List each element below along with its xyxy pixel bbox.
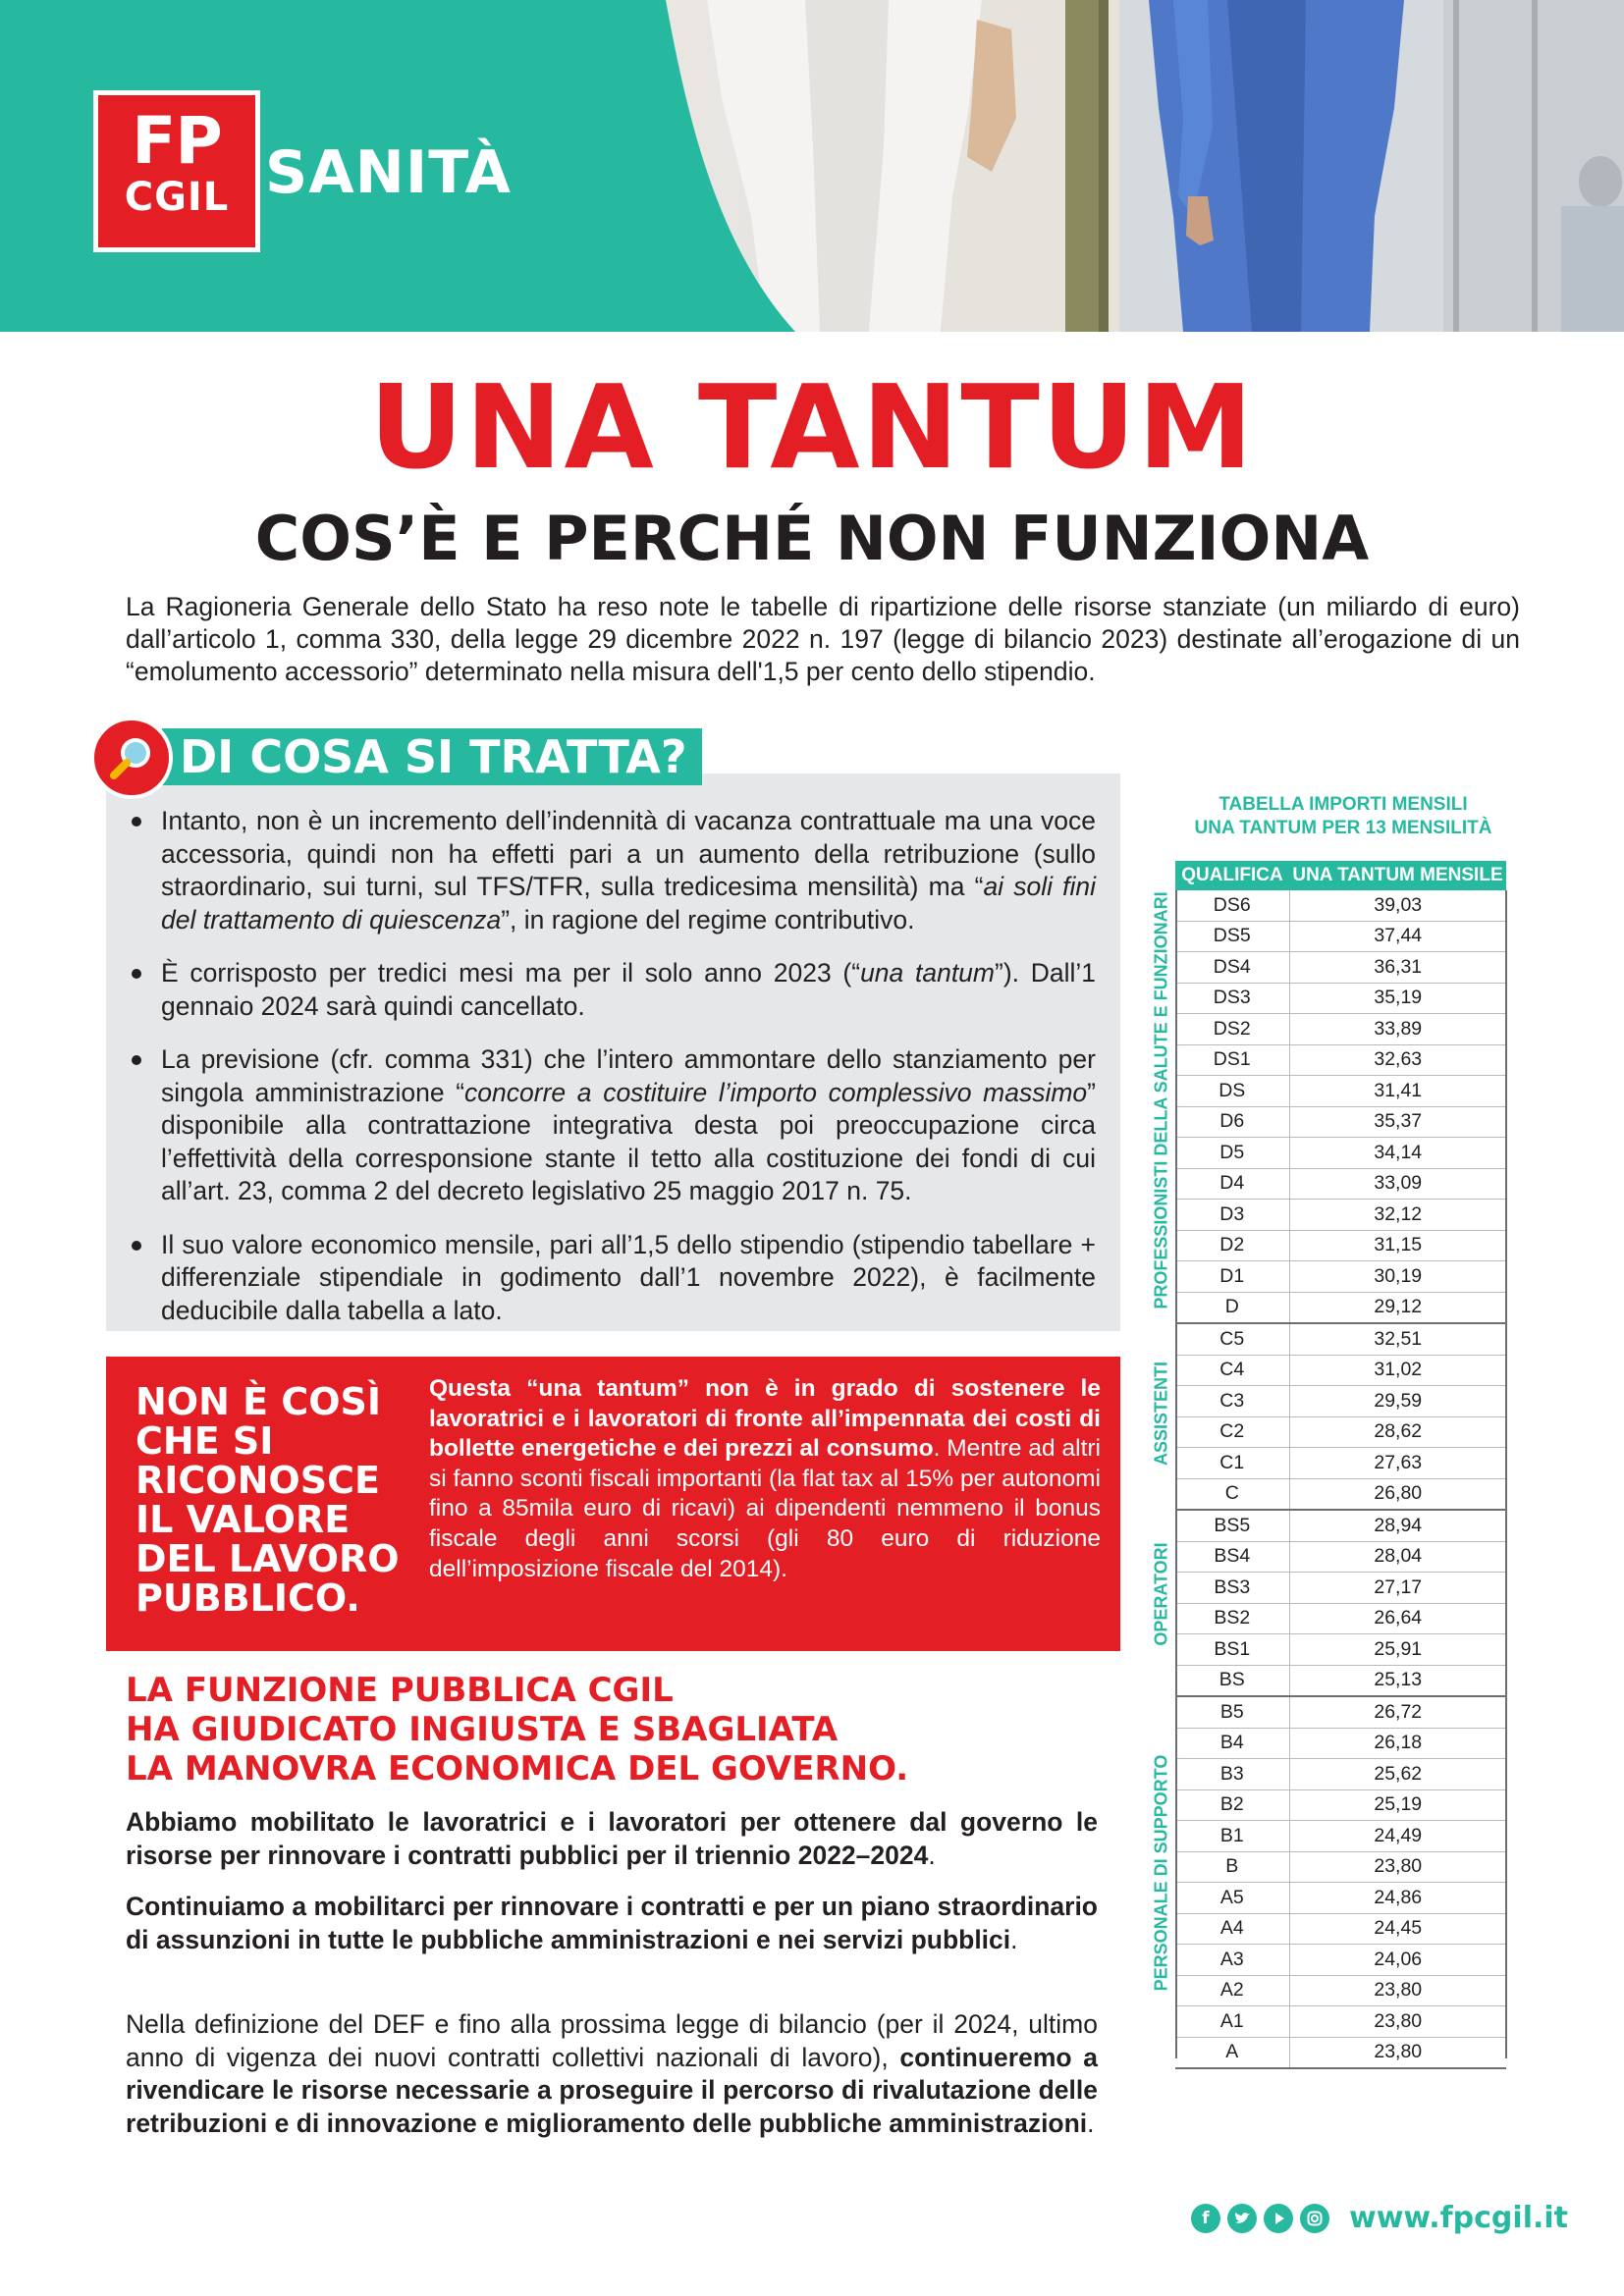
column-header-qualifica: QUALIFICA — [1175, 861, 1289, 890]
cell-qualifica: BS — [1175, 1665, 1289, 1696]
table-left-border — [1175, 890, 1177, 2058]
cell-qualifica: BS2 — [1175, 1603, 1289, 1634]
cell-importo: 30,19 — [1289, 1261, 1506, 1293]
table-row — [1175, 1665, 1506, 1696]
cell-importo: 31,41 — [1289, 1076, 1506, 1107]
table-caption-line: TABELLA IMPORTI MENSILI — [1218, 794, 1468, 815]
cell-qualifica: B5 — [1175, 1696, 1289, 1728]
cell-importo: 27,63 — [1289, 1448, 1506, 1479]
table-row — [1175, 1883, 1506, 1914]
cell-qualifica: BS4 — [1175, 1541, 1289, 1573]
cell-importo: 23,80 — [1289, 1851, 1506, 1883]
cell-qualifica: A5 — [1175, 1883, 1289, 1914]
bullet-text-tail: ”). Dall’1 gennaio 2024 sarà quindi cancellato. — [161, 958, 1096, 1021]
table-row — [1175, 1416, 1506, 1448]
statement-line: LA MANOVRA ECONOMICA DEL GOVERNO. — [126, 1749, 909, 1789]
table-row — [1175, 1448, 1506, 1479]
table-row — [1175, 1634, 1506, 1666]
cell-qualifica: C — [1175, 1478, 1289, 1510]
cell-qualifica: DS1 — [1175, 1044, 1289, 1076]
paragraph-bold-text: continueremo a rivendicare le risorse necessarie a proseguire il percorso di rivalutazione delle retribuzioni e di innovazione e miglioramento delle pubbliche amministrazioni — [126, 2042, 1098, 2138]
group-label-personale-supporto: PERSONALE DI SUPPORTO — [1151, 1754, 1171, 1992]
table-row — [1175, 1789, 1506, 1821]
cell-qualifica: DS5 — [1175, 921, 1289, 952]
cell-importo: 39,03 — [1289, 890, 1506, 921]
cell-importo: 34,14 — [1289, 1138, 1506, 1169]
table-right-border — [1505, 890, 1507, 2058]
facebook-icon[interactable]: f — [1191, 2204, 1220, 2233]
table-caption-line: UNA TANTUM PER 13 MENSILITÀ — [1194, 818, 1492, 838]
bullet-quote: una tantum — [860, 958, 995, 988]
cell-importo: 27,17 — [1289, 1573, 1506, 1604]
table-row — [1175, 1355, 1506, 1386]
list-item — [128, 957, 1096, 1023]
page-title: UNA TANTUM — [368, 359, 1256, 495]
group-label-assistenti: ASSISTENTI — [1151, 1361, 1171, 1467]
cell-importo: 26,64 — [1289, 1603, 1506, 1634]
table-caption — [1157, 793, 1530, 840]
cell-importo: 31,02 — [1289, 1355, 1506, 1386]
bullet-quote: ai soli fini del trattamento di quiescenza — [161, 872, 1096, 934]
table-row — [1175, 1044, 1506, 1076]
amounts-table — [1175, 861, 1506, 2069]
column-header-importo: UNA TANTUM MENSILE — [1289, 861, 1506, 890]
cell-qualifica: B4 — [1175, 1728, 1289, 1759]
table-row — [1175, 952, 1506, 984]
table-row — [1175, 1106, 1506, 1138]
cell-importo: 23,80 — [1289, 2037, 1506, 2068]
bullet-text: È corrisposto per tredici mesi ma per il solo anno 2023 (“ — [161, 958, 861, 988]
cell-qualifica: D5 — [1175, 1138, 1289, 1169]
camera-glyph — [1300, 2204, 1329, 2233]
cell-qualifica: A3 — [1175, 1945, 1289, 1976]
section-title-sanita: SANITÀ — [265, 138, 512, 207]
cell-qualifica: B1 — [1175, 1821, 1289, 1852]
table-row — [1175, 1603, 1506, 1634]
cell-qualifica: BS1 — [1175, 1634, 1289, 1666]
highlight-box — [106, 1357, 1120, 1651]
cell-qualifica: C2 — [1175, 1416, 1289, 1448]
play-glyph — [1264, 2204, 1293, 2233]
cell-importo: 26,72 — [1289, 1696, 1506, 1728]
paragraph-def — [126, 2008, 1098, 2140]
cell-importo: 31,15 — [1289, 1230, 1506, 1261]
table-row — [1175, 1975, 1506, 2006]
bullet-text: Il suo valore economico mensile, pari all’1,5 dello stipendio (stipendio tabellare + differenziale stipendiale in godimento dall’1 novembre 2022), è facilmente deducibile dalla tabella a lato. — [161, 1229, 1096, 1325]
magnifier-badge — [90, 717, 173, 799]
highlight-text-bold: Questa “una tantum” non è in grado di sostenere le lavoratrici e i lavoratori di fronte all’impennata dei costi di bollette energetiche e dei prezzi al consumo — [429, 1375, 1101, 1463]
bullet-text: La previsione (cfr. comma 331) che l’intero ammontare dello stanziamento per singola amministrazione “ — [161, 1044, 1096, 1107]
table-row — [1175, 1014, 1506, 1045]
intro-paragraph: La Ragioneria Generale dello Stato ha reso note le tabelle di ripartizione delle risorse stanziate (un miliardo di euro) dall’articolo 1, comma 330, della legge 29 dicembre 2022 n. 197 (legge di bilancio 2023) destinate all’erogazione di un “emolumento accessorio” determinato nella misura dell'1,5 per cento dello stipendio. — [126, 592, 1520, 686]
cell-qualifica: D1 — [1175, 1261, 1289, 1293]
cell-importo: 28,62 — [1289, 1416, 1506, 1448]
cell-qualifica: B3 — [1175, 1759, 1289, 1790]
cell-qualifica: BS3 — [1175, 1573, 1289, 1604]
paragraph-text: Continuiamo a mobilitarci per rinnovare i contratti e per un piano straordinario di assunzioni in tutte le pubbliche amministrazioni e nei servizi pubblici — [126, 1892, 1098, 1954]
highlight-text-body: . Mentre ad altri si fanno sconti fiscali importanti (la flat tax al 15% per autonomi fino a 85mila euro di ricavi) ai dipendenti nemmeno il bonus fiscale degli anni scorsi (gli 80 euro di riduzione dell’imposizione fiscale del 2014). — [429, 1435, 1101, 1582]
fp-cgil-logo — [98, 95, 255, 247]
list-item — [128, 1043, 1096, 1208]
cell-qualifica: A1 — [1175, 2006, 1289, 2038]
logo-cgil-text: CGIL — [124, 175, 230, 220]
header-banner — [0, 0, 1624, 332]
cell-importo: 29,12 — [1289, 1292, 1506, 1323]
statement-line: HA GIUDICATO INGIUSTA E SBAGLIATA — [126, 1710, 839, 1749]
cell-qualifica: C5 — [1175, 1323, 1289, 1355]
cell-importo: 24,06 — [1289, 1945, 1506, 1976]
table-row — [1175, 1200, 1506, 1231]
cell-importo: 32,63 — [1289, 1044, 1506, 1076]
cell-importo: 36,31 — [1289, 952, 1506, 984]
bullet-text-tail: ”, in ragione del regime contributivo. — [501, 904, 915, 934]
cell-importo: 26,80 — [1289, 1478, 1506, 1510]
cell-importo: 28,04 — [1289, 1541, 1506, 1573]
table-row — [1175, 1728, 1506, 1759]
table-row — [1175, 1292, 1506, 1323]
paragraph-end: . — [1010, 1924, 1018, 1954]
cell-qualifica: C1 — [1175, 1448, 1289, 1479]
list-item — [128, 805, 1096, 936]
paragraph-continue — [126, 1891, 1098, 1956]
cell-importo: 29,59 — [1289, 1386, 1506, 1417]
instagram-icon[interactable] — [1300, 2204, 1329, 2233]
cell-qualifica: DS2 — [1175, 1014, 1289, 1045]
cell-qualifica: A — [1175, 2037, 1289, 2068]
cell-qualifica: BS5 — [1175, 1510, 1289, 1541]
statement-line: LA FUNZIONE PUBBLICA CGIL — [126, 1671, 674, 1710]
paragraph-end: . — [928, 1840, 936, 1870]
page-subtitle: COS’È E PERCHÉ NON FUNZIONA — [254, 503, 1370, 574]
website-link[interactable]: www.fpcgil.it — [1349, 2201, 1568, 2235]
table-row — [1175, 2006, 1506, 2038]
cell-importo: 24,49 — [1289, 1821, 1506, 1852]
cell-importo: 32,51 — [1289, 1323, 1506, 1355]
table-row — [1175, 1696, 1506, 1728]
paragraph-text: Abbiamo mobilitato le lavoratrici e i lavoratori per ottenere dal governo le risorse per rinnovare i contratti pubblici per il triennio 2022–2024 — [126, 1807, 1098, 1870]
magnifier-icon — [108, 734, 155, 781]
cell-importo: 25,91 — [1289, 1634, 1506, 1666]
bullet-text-tail: ” disponibile alla contrattazione integrativa desta poi preoccupazione circa l’effettività della corresponsione stante il tetto alla costituzione dei fondi di cui all’art. 23, comma 2 del decreto legislativo 25 maggio 2017 n. 75. — [161, 1077, 1096, 1205]
cell-qualifica: D — [1175, 1292, 1289, 1323]
table-row — [1175, 1945, 1506, 1976]
table-row — [1175, 1076, 1506, 1107]
table-row — [1175, 1478, 1506, 1510]
paragraph-mobilization — [126, 1806, 1098, 1872]
cell-qualifica: D4 — [1175, 1168, 1289, 1200]
union-statement — [126, 1671, 1108, 1789]
cell-importo: 23,80 — [1289, 2006, 1506, 2038]
explanation-list — [128, 805, 1096, 1348]
highlight-slogan: NON È COSÌ CHE SI RICONOSCE IL VALORE DEL LAVORO PUBBLICO. — [135, 1380, 400, 1620]
paragraph-end: . — [1087, 2108, 1095, 2138]
paragraph-text: Nella definizione del DEF e fino alla prossima legge di bilancio (per il 2024, ultimo anno di vigenza dei nuovi contratti collettivi nazionali di lavoro), — [126, 2009, 1098, 2072]
table-row — [1175, 983, 1506, 1014]
cell-importo: 26,18 — [1289, 1728, 1506, 1759]
twitter-bird-glyph — [1227, 2204, 1257, 2233]
cell-qualifica: DS3 — [1175, 983, 1289, 1014]
table-row — [1175, 2037, 1506, 2068]
section-heading: DI COSA SI TRATTA? — [162, 728, 702, 785]
table-row — [1175, 1386, 1506, 1417]
cell-qualifica: C4 — [1175, 1355, 1289, 1386]
cell-importo: 33,09 — [1289, 1168, 1506, 1200]
table-row — [1175, 890, 1506, 921]
twitter-icon[interactable] — [1227, 2204, 1257, 2233]
table-row — [1175, 1541, 1506, 1573]
bullet-quote: concorre a costituire l’importo complessivo massimo — [464, 1077, 1088, 1107]
cell-qualifica: B2 — [1175, 1789, 1289, 1821]
list-item — [128, 1229, 1096, 1328]
cell-importo: 35,37 — [1289, 1106, 1506, 1138]
cell-qualifica: A2 — [1175, 1975, 1289, 2006]
cell-qualifica: B — [1175, 1851, 1289, 1883]
table-row — [1175, 1510, 1506, 1541]
cell-importo: 35,19 — [1289, 983, 1506, 1014]
cell-qualifica: A4 — [1175, 1913, 1289, 1945]
table-row — [1175, 1230, 1506, 1261]
cell-importo: 33,89 — [1289, 1014, 1506, 1045]
table-row — [1175, 1759, 1506, 1790]
table-row — [1175, 1138, 1506, 1169]
table-row — [1175, 1261, 1506, 1293]
cell-importo: 25,62 — [1289, 1759, 1506, 1790]
cell-importo: 37,44 — [1289, 921, 1506, 952]
cell-importo: 28,94 — [1289, 1510, 1506, 1541]
group-label-professionisti: PROFESSIONISTI DELLA SALUTE E FUNZIONARI — [1151, 891, 1171, 1309]
cell-qualifica: DS4 — [1175, 952, 1289, 984]
group-label-operatori: OPERATORI — [1151, 1542, 1171, 1646]
cell-qualifica: C3 — [1175, 1386, 1289, 1417]
table-row — [1175, 1573, 1506, 1604]
youtube-icon[interactable] — [1264, 2204, 1293, 2233]
cell-importo: 23,80 — [1289, 1975, 1506, 2006]
table-row — [1175, 921, 1506, 952]
table-row — [1175, 1821, 1506, 1852]
cell-qualifica: DS — [1175, 1076, 1289, 1107]
bullet-text: Intanto, non è un incremento dell’indennità di vacanza contrattuale ma una voce accessoria, quindi non ha effetti pari a un aumento della retribuzione (sullo straordinario, sui turni, sul TFS/TFR, sulla tredicesima mensilità) ma “ — [161, 806, 1096, 901]
cell-qualifica: D6 — [1175, 1106, 1289, 1138]
cell-importo: 32,12 — [1289, 1200, 1506, 1231]
cell-importo: 25,19 — [1289, 1789, 1506, 1821]
cell-importo: 24,45 — [1289, 1913, 1506, 1945]
table-header-row — [1175, 861, 1506, 890]
highlight-text — [429, 1374, 1101, 1584]
cell-importo: 24,86 — [1289, 1883, 1506, 1914]
cell-qualifica: DS6 — [1175, 890, 1289, 921]
table-row — [1175, 1168, 1506, 1200]
cell-importo: 25,13 — [1289, 1665, 1506, 1696]
table-row — [1175, 1913, 1506, 1945]
logo-fp-text: FP — [132, 103, 222, 179]
cell-qualifica: D3 — [1175, 1200, 1289, 1231]
table-row — [1175, 1851, 1506, 1883]
table-row — [1175, 1323, 1506, 1355]
cell-qualifica: D2 — [1175, 1230, 1289, 1261]
